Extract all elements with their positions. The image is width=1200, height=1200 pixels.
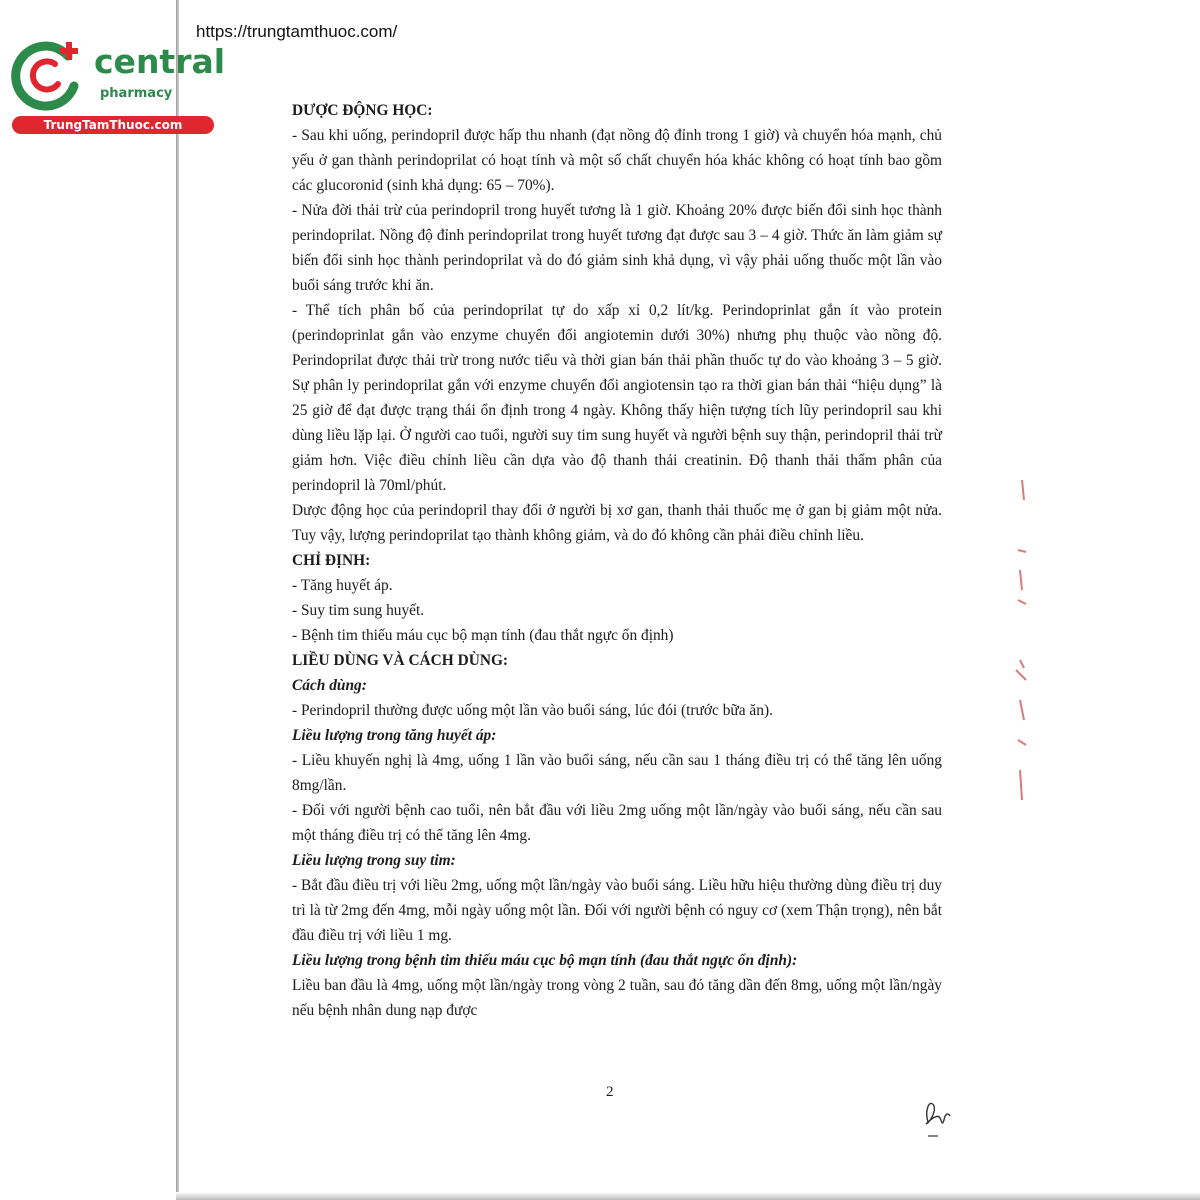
paragraph: - Thể tích phân bố của perindoprilat tự do xấp xỉ 0,2 lít/kg. Perindoprinlat gắn ít vào protein (perindoprinlat gắn vào enzyme chuyển đổi angiotemin dưới 30%) nhưng phụ thuộc vào nồng độ. Perindoprilat được thải trừ trong nước tiểu và thời gian bán thải phần thuốc tự do vào khoảng 3 – 5 giờ. Sự phân ly perindoprilat gắn với enzyme chuyển đổi angiotensin tạo ra thời gian bán thải “hiệu dụng” là 25 giờ để đạt được trạng thái ổn định trong 4 ngày. Không thấy hiện tượng tích lũy perindopril sau khi dùng liều lặp lại. Ở người cao tuổi, người suy tim sung huyết và người bệnh suy thận, perindopril thải trừ giảm hơn. Việc điều chỉnh liều cần dựa vào độ thanh thải creatinin. Độ thanh thải thẩm phân của perindopril là 70ml/phút.	[292, 302, 942, 494]
signature-mark	[920, 1092, 956, 1144]
source-url[interactable]: https://trungtamthuoc.com/	[196, 22, 398, 41]
paragraph: - Nửa đời thải trừ của perindopril trong huyết tương là 1 giờ. Khoảng 20% được biến đổi sinh học thành perindoprilat. Nồng độ đỉnh perindoprilat trong huyết tương đạt được sau 3 – 4 giờ. Thức ăn làm giảm sự biến đổi sinh học thành perindoprilat và do đó giảm sinh khả dụng, vì vậy phải uống thuốc một lần vào buổi sáng trước khi ăn.	[292, 202, 942, 294]
paragraph: - Đối với người bệnh cao tuổi, nên bắt đầu với liều 2mg uống một lần/ngày vào buổi sáng, nếu cần sau một tháng điều trị có thể tăng lên 4mg.	[292, 802, 942, 844]
section-title-pharmacokinetics: DƯỢC ĐỘNG HỌC:	[292, 102, 433, 119]
subsection-title-usage: Cách dùng:	[292, 677, 367, 694]
brand-website-bar: TrungTamThuoc.com	[12, 116, 214, 134]
page-left-edge	[176, 0, 179, 1200]
paragraph: Dược động học của perindopril thay đổi ở người bị xơ gan, thanh thải thuốc mẹ ở gan bị giảm một nửa. Tuy vậy, lượng perindoprilat tạo thành không giảm, và do đó không cần phải điều chỉnh liều.	[292, 502, 942, 544]
section-title-indications: CHỈ ĐỊNH:	[292, 552, 371, 569]
logo-ring-icon	[8, 36, 92, 114]
subsection-title-heart-failure: Liều lượng trong suy tim:	[292, 852, 456, 869]
page-bottom-edge	[176, 1192, 1200, 1200]
paragraph: - Bắt đầu điều trị với liều 2mg, uống một lần/ngày vào buổi sáng. Liều hữu hiệu thường dùng điều trị duy trì là từ 2mg đến 4mg, mỗi ngày uống một lần. Đối với người bệnh có nguy cơ (xem Thận trọng), nên bắt đầu điều trị với liều 1 mg.	[292, 877, 942, 944]
paragraph: - Liều khuyến nghị là 4mg, uống 1 lần vào buổi sáng, nếu cần sau 1 tháng điều trị có thể tăng lên uống 8mg/lần.	[292, 752, 942, 794]
paragraph: - Perindopril thường được uống một lần vào buổi sáng, lúc đói (trước bữa ăn).	[292, 702, 773, 719]
subsection-title-hypertension: Liều lượng trong tăng huyết áp:	[292, 727, 497, 744]
paragraph: Liều ban đầu là 4mg, uống một lần/ngày trong vòng 2 tuần, sau đó tăng dần đến 8mg, uống một lần/ngày nếu bệnh nhân dung nạp được	[292, 977, 942, 1019]
section-title-dosage: LIỀU DÙNG VÀ CÁCH DÙNG:	[292, 652, 509, 669]
list-item: - Tăng huyết áp.	[292, 577, 393, 594]
pharmacy-logo[interactable]	[8, 36, 226, 136]
list-item: - Suy tim sung huyết.	[292, 602, 425, 619]
subsection-title-ischemic: Liều lượng trong bệnh tim thiếu máu cục bộ mạn tính (đau thắt ngực ổn định):	[292, 952, 798, 969]
brand-name: central	[94, 42, 226, 81]
list-item: - Bệnh tim thiếu máu cục bộ mạn tính (đau thắt ngực ổn định)	[292, 627, 674, 644]
brand-subtitle: pharmacy	[100, 86, 173, 101]
red-stamp-edge	[1008, 470, 1032, 810]
paragraph: - Sau khi uống, perindopril được hấp thu nhanh (đạt nồng độ đỉnh trong 1 giờ) và chuyển hóa mạnh, chủ yếu ở gan thành perindoprilat có hoạt tính và một số chất chuyển hóa khác không có hoạt tính bao gồm các glucoronid (sinh khả dụng: 65 – 70%).	[292, 127, 942, 194]
page-number: 2	[606, 1084, 614, 1100]
document-body	[292, 98, 942, 1023]
